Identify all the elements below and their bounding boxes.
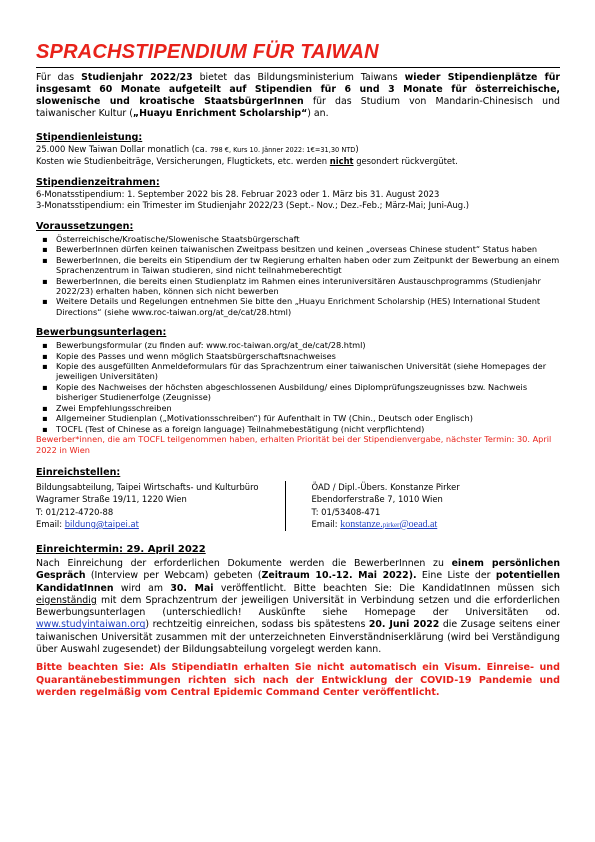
zeitrahmen-line-1: 6-Monatsstipendium: 1. September 2022 bis 28. Februar 2023 oder 1. März bis 31. August 2023 [36,189,440,199]
intro-text-4: ) an. [307,108,329,119]
termin-paragraph [36,558,560,656]
leistung-line-1 [36,144,560,156]
visa-warning: Bitte beachten Sie: Als StipendiatIn erhalten Sie nicht automatisch ein Visum. Einreise- und Quarantänebestimmungen richten sich nach der Entwicklung der COVID-19 Pandemie und werden regelmäßig vom Central Epidemic Command Center veröffentlicht. [36,662,560,699]
section-einreichstellen [36,467,560,531]
heading-voraussetzungen: Voraussetzungen: [36,221,134,232]
studyintaiwan-link[interactable]: www.studyintaiwan.org [36,619,146,631]
contact-taipei [36,481,286,531]
list-item-text: Bewerbungsformular (zu finden auf: www.roc-taiwan.org/at_de/cat/28.html) [56,340,366,351]
contact-oead [312,481,561,531]
title-rule [36,67,560,68]
list-item-text: Weitere Details und Regelungen entnehmen Sie bitte den „Huayu Enrichment Scholarship (HES) International Student Directions“ (siehe www.roc-taiwan.org/at_de/cat/28.html) [56,296,541,317]
contact-taipei-email-row [36,518,285,530]
list-item [36,382,560,403]
termin-text: veröffentlicht. Bitte beachten Sie: Die KandidatInnen müssen sich [213,582,560,594]
intro-bold-2: wieder Stipendienplätze für insgesamt 60 Monate aufgeteilt auf Stipendien für 6 und 3 Monate für österreichische, slowenische und kroatische StaatsbürgerInnen [36,72,561,107]
email-label: Email: [36,518,65,529]
list-item [36,413,560,423]
list-item [36,276,560,297]
bullet-icon: ▪ [42,361,48,372]
section-leistung [36,132,560,167]
list-item [36,340,560,350]
section-voraussetzungen [36,221,560,317]
contact-taipei-phone: T: 01/212-4720-88 [36,506,114,517]
list-item-text: TOCFL (Test of Chinese as a foreign language) Teilnahmebestätigung (nicht verpflichtend) [56,423,425,434]
termin-text: Eine Liste der [416,570,496,582]
heading-unterlagen: Bewerbungsunterlagen: [36,327,167,339]
voraussetzungen-list [36,234,560,317]
termin-bold: Zeitraum 10.-12. Mai 2022). [261,570,417,582]
bullet-icon: ▪ [42,254,48,265]
list-item [36,351,560,361]
heading-leistung: Stipendienleistung: [36,132,143,143]
termin-bold: potentiellen KandidatInnen [36,570,561,594]
list-item [36,244,560,254]
bullet-icon: ▪ [42,340,48,351]
email-part: konstanze. [340,518,383,530]
leistung-line-2 [36,156,560,167]
list-item-text: Kopie des ausgefüllten Anmeldeformulars für das Sprachzentrum einer taiwanischen Universität (siehe Homepages der jeweiligen Universitäten) [56,361,547,382]
page-title: SPRACHSTIPENDIUM FÜR TAIWAN [36,41,379,63]
termin-text: wird am [113,582,171,594]
leistung-paren: ) [355,144,359,154]
bullet-icon: ▪ [42,244,48,255]
document-page [36,40,560,700]
intro-bold-1: Studienjahr 2022/23 [81,72,193,83]
heading-einreichstellen: Einreichstellen: [36,467,121,479]
leistung-nicht: nicht [329,156,354,166]
email-part: @oead.at [399,518,438,530]
bullet-icon: ▪ [42,423,48,434]
list-item-text: Kopie des Passes und wenn möglich Staatsbürgerschaftsnachweises [56,350,336,361]
list-item [36,424,560,434]
unterlagen-list [36,340,560,434]
list-item-text: Österreichische/Kroatische/Slowenische Staatsbürgerschaft [56,234,300,244]
list-item-text: Kopie des Nachweises der höchsten abgeschlossenen Ausbildung/ eines Diplomprüfungszeugnisses bzw. Nachweis bisheriger Studienerfolge (Zeugnisse) [56,381,528,403]
leistung-costs-text: Kosten wie Studienbeiträge, Versicherungen, Flugtickets, etc. werden [36,156,330,166]
intro-text-1: Für das [36,72,82,83]
list-item-text: Zwei Empfehlungsschreiben [56,402,172,413]
heading-einreichtermin: Einreichtermin: 29. April 2022 [36,543,206,555]
section-unterlagen [36,327,560,455]
email-link-oead[interactable] [340,519,437,530]
intro-text-3: für das Studium von Mandarin-Chinesisch und taiwanischer Kultur ( [36,96,561,119]
termin-text: die Zusage seitens einer taiwanischen Universität zusammen mit der unterzeichneten Einverständniserklärung (wird bei Verständigung über Auswahl zugesendet) der Bildungsabteilung vorgelegt werden kann. [36,619,561,655]
list-item [36,296,560,317]
termin-text: Nach Einreichung der erforderlichen Dokumente werden die BewerberInnen zu [36,557,452,569]
email-link-taipei[interactable]: bildung@taipei.at [64,518,139,529]
list-item-text: BewerberInnen, die bereits einen Studienplatz im Rahmen eines interuniversitären Austauschprogramms (Studienjahr 2022/23) erhalten haben, können sich nicht bewerben [56,275,541,297]
termin-text: (Interview per Webcam) gebeten ( [85,570,262,582]
intro-paragraph [36,72,560,120]
list-item-text: BewerberInnen dürfen keinen taiwanischen Zweitpass besitzen und keinen „overseas Chinese student“ Status haben [56,244,538,255]
section-zeitrahmen [36,177,560,211]
list-item [36,234,560,244]
section-einreichtermin [36,544,560,656]
bullet-icon: ▪ [42,402,48,413]
leistung-amount: 25.000 New Taiwan Dollar monatlich (ca. [36,144,211,154]
bullet-icon: ▪ [42,234,48,244]
list-item-text: BewerberInnen, die bereits ein Stipendium der tw Regierung erhalten haben oder zum Zeitpunkt der Bewerbung an einem Sprachenzentrum in Taiwan studieren, sind nicht teilnahmeberechtigt [56,254,560,276]
heading-zeitrahmen: Stipendienzeitrahmen: [36,177,160,188]
bullet-icon: ▪ [42,381,48,392]
termin-text: ) rechtzeitig einreichen, sodass bis spätestens [145,619,369,631]
termin-bold: einem persönlichen Gespräch [36,557,560,582]
contact-oead-address: Ebendorferstraße 7, 1010 Wien [311,494,443,505]
email-part: pirker [382,520,400,529]
list-item [36,361,560,382]
list-item-text: Allgemeiner Studienplan („Motivationsschreiben“) für Aufenthalt in TW (Chin., Deutsch oder Englisch) [56,413,473,424]
contact-columns [36,481,560,531]
intro-bold-3: „Huayu Enrichment Scholarship“ [132,108,308,119]
intro-text-2: bietet das Bildungsministerium Taiwans [192,72,405,83]
contact-taipei-address: Wagramer Straße 19/11, 1220 Wien [36,494,187,505]
termin-bold: 20. Juni 2022 [368,619,440,631]
contact-oead-email-row [312,518,561,531]
leistung-costs-end: gesondert rückvergütet. [353,156,458,166]
contact-oead-org: ÖAD / Dipl.-Übers. Konstanze Pirker [311,482,460,493]
bullet-icon: ▪ [42,350,48,361]
list-item [36,255,560,276]
termin-underlined: eigenständig [36,594,97,606]
list-item [36,403,560,413]
bullet-icon: ▪ [42,413,48,424]
email-label: Email: [311,518,341,529]
bullet-icon: ▪ [42,275,48,286]
bullet-icon: ▪ [42,296,48,307]
leistung-exchange-rate: 798 €, Kurs 10. Jänner 2022: 1€=31,30 NTD [210,146,356,154]
zeitrahmen-line-2: 3-Monatsstipendium: ein Trimester im Studienjahr 2022/23 (Sept.- Nov.; Dez.-Feb.; März-Mai; Juni-Aug.) [36,200,470,210]
termin-bold: 30. Mai [170,582,214,594]
contact-oead-phone: T: 01/53408-471 [311,506,381,517]
termin-text: mit dem Sprachzentrum der jeweiligen Universität in Verbindung setzen und die erforderlichen Bewerbungsunterlagen (unterschiedlich! Auskünfte siehe Homepage der Universitäten od. [36,594,560,619]
tocfl-priority-note: Bewerber*innen, die am TOCFL teilgenommen haben, erhalten Priorität bei der Stipendienvergabe, nächster Termin: 30. April 2022 in Wien [36,433,552,455]
contact-taipei-org: Bildungsabteilung, Taipei Wirtschafts- und Kulturbüro [36,482,259,493]
